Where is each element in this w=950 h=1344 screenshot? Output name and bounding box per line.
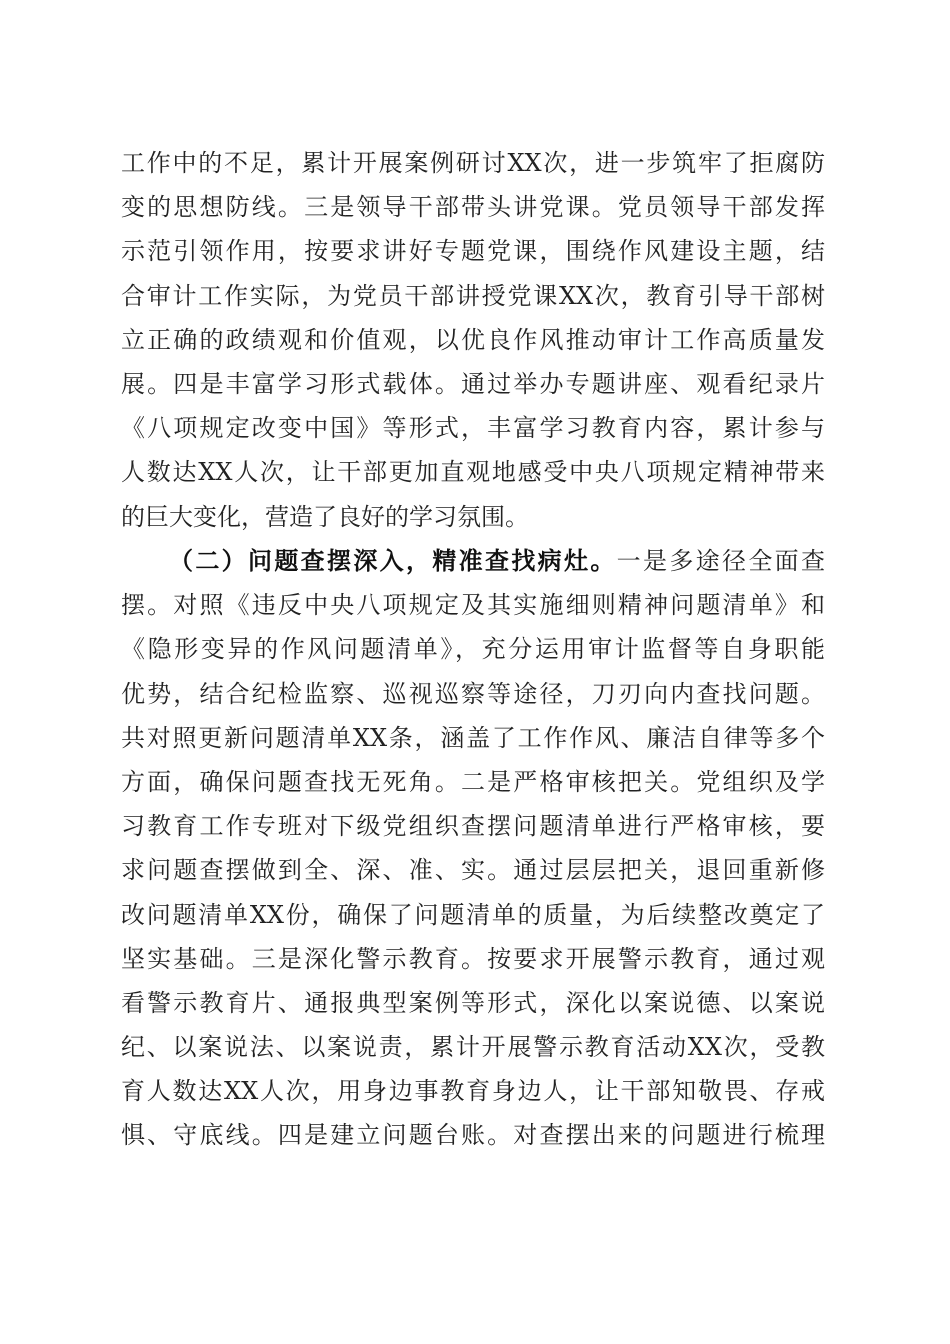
paragraph-line: 展。四是丰富学习形式载体。通过举办专题讲座、观看纪录片 (121, 369, 825, 398)
paragraph-line: 习教育工作专班对下级党组织查摆问题清单进行严格审核，要 (121, 812, 825, 841)
paragraph-line: 看警示教育片、通报典型案例等形式，深化以案说德、以案说 (121, 988, 825, 1017)
paragraph-1 (121, 141, 825, 539)
paragraph-line: 示范引领作用，按要求讲好专题党课，围绕作风建设主题，结 (121, 237, 825, 266)
paragraph-line: 育人数达XX人次，用身边事教育身边人，让干部知敬畏、存戒 (121, 1077, 825, 1106)
paragraph-line: 人数达XX人次，让干部更加直观地感受中央八项规定精神带来 (121, 458, 825, 487)
paragraph-2 (121, 539, 825, 1158)
paragraph-line: 方面，确保问题查找无死角。二是严格审核把关。党组织及学 (121, 767, 825, 796)
paragraph-first-line (121, 539, 825, 583)
section-heading: （二）问题查摆深入，精准查找病灶。 (169, 547, 617, 575)
paragraph-line: 《隐形变异的作风问题清单》，充分运用审计监督等自身职能 (121, 635, 825, 664)
paragraph-line: 立正确的政绩观和价值观，以优良作风推动审计工作高质量发 (121, 325, 825, 354)
paragraph-line: 工作中的不足，累计开展案例研讨XX次，进一步筑牢了拒腐防 (121, 149, 825, 177)
paragraph-line: 摆。对照《违反中央八项规定及其实施细则精神问题清单》和 (121, 591, 825, 620)
paragraph-line: 共对照更新问题清单XX条，涵盖了工作作风、廉洁自律等多个 (121, 723, 825, 752)
paragraph-line: 改问题清单XX份，确保了问题清单的质量，为后续整改奠定了 (121, 900, 825, 929)
paragraph-line: 《八项规定改变中国》等形式，丰富学习教育内容，累计参与 (121, 414, 825, 443)
paragraph-line: 优势，结合纪检监察、巡视巡察等途径，刀刃向内查找问题。 (121, 679, 825, 708)
paragraph-line: 合审计工作实际，为党员干部讲授党课XX次，教育引导干部树 (121, 281, 825, 310)
paragraph-line: 变的思想防线。三是领导干部带头讲党课。党员领导干部发挥 (121, 193, 825, 222)
paragraph-line: 的巨大变化，营造了良好的学习氛围。 (121, 502, 529, 531)
paragraph-line: 坚实基础。三是深化警示教育。按要求开展警示教育，通过观 (121, 944, 825, 973)
paragraph-line: 惧、守底线。四是建立问题台账。对查摆出来的问题进行梳理 (121, 1121, 825, 1150)
paragraph-line-rest: 一是多途径全面查 (616, 547, 825, 575)
paragraph-line: 纪、以案说法、以案说责，累计开展警示教育活动XX次，受教 (121, 1033, 825, 1062)
paragraph-line: 求问题查摆做到全、深、准、实。通过层层把关，退回重新修 (121, 856, 825, 885)
